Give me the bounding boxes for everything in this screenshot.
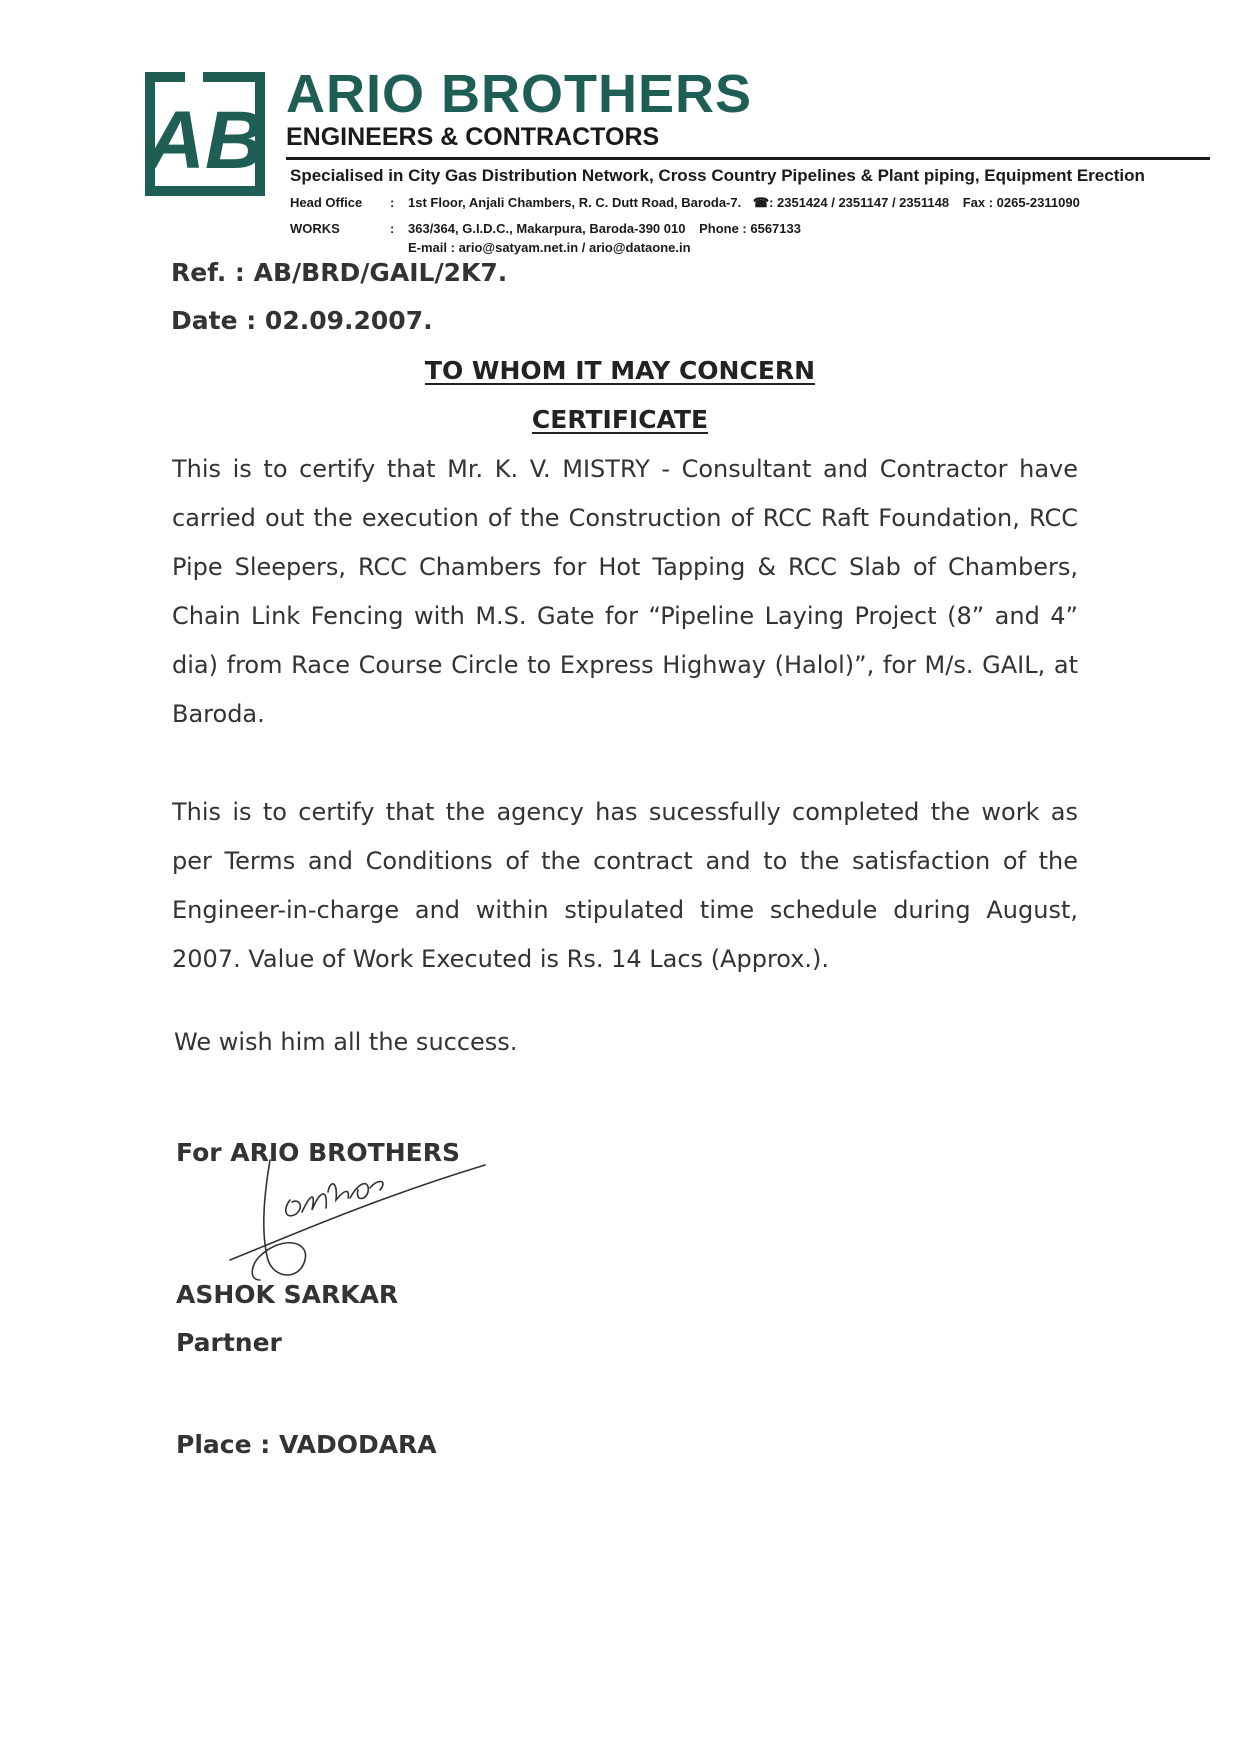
svg-text:AB: AB: [145, 95, 265, 186]
head-office-label: Head Office: [290, 195, 363, 210]
reference-number: Ref. : AB/BRD/GAIL/2K7.: [171, 258, 508, 287]
company-name: ARIO BROTHERS: [286, 64, 753, 124]
head-office-address: 1st Floor, Anjali Chambers, R. C. Dutt Road, Baroda-7.: [408, 195, 742, 210]
works-phone: Phone : 6567133: [699, 221, 801, 236]
certificate-paragraph-2: This is to certify that the agency has sucessfully completed the work as per Terms and Conditions of the contract and to the satisfaction of the Engineer-in-charge and within stipulated time schedule during August, 2007. Value of Work Executed is Rs. 14 Lacs (Approx.).: [172, 798, 1078, 973]
place-line: Place : VADODARA: [176, 1430, 437, 1459]
heading-to-whom: TO WHOM IT MAY CONCERN: [424, 356, 816, 385]
head-office-phones: : 2351424 / 2351147 / 2351148: [769, 195, 950, 210]
email-line: E-mail : ario@satyam.net.in / ario@dataone.in: [408, 240, 691, 255]
closing-wish: We wish him all the success.: [174, 1028, 518, 1056]
for-company-line: For ARIO BROTHERS: [176, 1138, 460, 1167]
signatory-name: ASHOK SARKAR: [176, 1280, 399, 1309]
head-office-line: Head Office : 1st Floor, Anjali Chambers, R. C. Dutt Road, Baroda-7. ☎: 2351424 / 2351147 / 2351148 Fax : 0265-2311090: [290, 195, 1080, 210]
signatory-title: Partner: [176, 1328, 282, 1357]
fax-number: Fax : 0265-2311090: [962, 195, 1080, 210]
works-line: WORKS : 363/364, G.I.D.C., Makarpura, Baroda-390 010 Phone : 6567133: [290, 221, 801, 236]
handwritten-signature: [220, 1140, 500, 1300]
letter-date: Date : 02.09.2007.: [171, 306, 433, 335]
letterhead-rule: [286, 157, 1210, 160]
works-label: WORKS: [290, 221, 340, 236]
certificate-paragraph-1: This is to certify that Mr. K. V. MISTRY - Consultant and Contractor have carried out the execution of the Construction of RCC Raft Foundation, RCC Pipe Sleepers, RCC Chambers for Hot Tapping & RCC Slab of Chambers, Chain Link Fencing with M.S. Gate for “Pipeline Laying Project (8” and 4” dia) from Race Course Circle to Express Highway (Halol)”, for M/s. GAIL, at Baroda.: [172, 455, 1078, 728]
heading-certificate: CERTIFICATE: [531, 405, 709, 434]
company-logo: [145, 72, 265, 196]
specialisation-line: Specialised in City Gas Distribution Network, Cross Country Pipelines & Plant piping, Equipment Erection: [290, 166, 1145, 185]
company-subtitle: ENGINEERS & CONTRACTORS: [286, 123, 660, 151]
phone-icon: ☎: [752, 195, 770, 210]
works-address: 363/364, G.I.D.C., Makarpura, Baroda-390 010: [408, 221, 686, 236]
